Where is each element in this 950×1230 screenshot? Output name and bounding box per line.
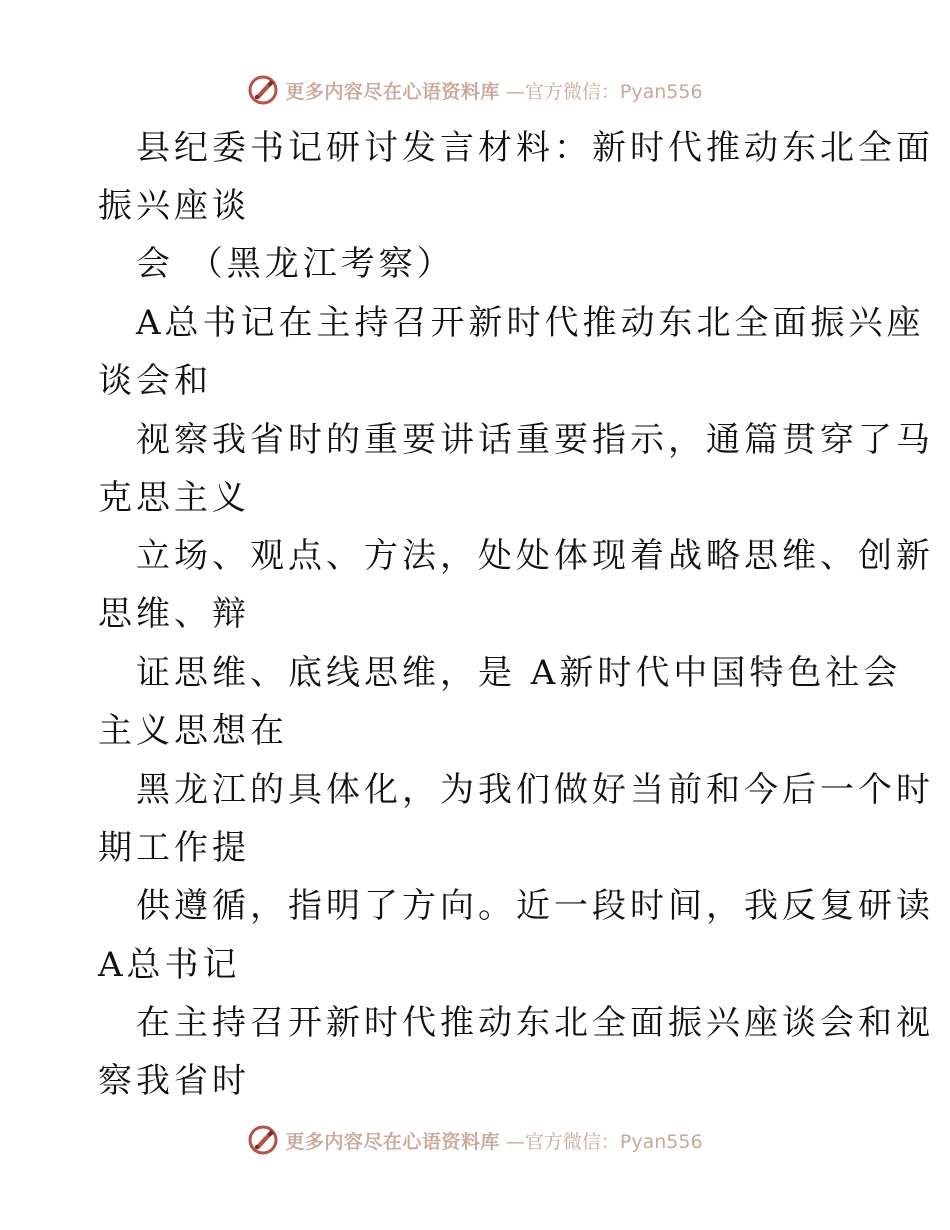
text-line: A总书记在主持召开新时代推动东北全面振兴座 [136, 303, 925, 343]
text-line: 供遵循，指明了方向。近一段时间，我反复研读 [136, 886, 934, 926]
footer-watermark [0, 1122, 950, 1158]
text-line: 振兴座谈 [98, 186, 250, 226]
watermark-text: 更多内容尽在心语资料库 [285, 80, 500, 103]
text-line: 谈会和 [98, 361, 212, 401]
watermark-contact: —官方微信：Pyan556 [505, 80, 703, 103]
header-watermark [0, 72, 950, 108]
brush-logo-icon [247, 1124, 279, 1156]
text-line: 证思维、底线思维，是 A新时代中国特色社会 [136, 653, 902, 693]
text-line: 察我省时 [98, 1061, 250, 1101]
text-line: 期工作提 [98, 828, 250, 868]
text-line: 县纪委书记研讨发言材料：新时代推动东北全面 [136, 128, 934, 168]
text-line: 视察我省时的重要讲话重要指示，通篇贯穿了马 [136, 420, 934, 460]
text-line: 克思主义 [98, 478, 250, 518]
text-line: 立场、观点、方法，处处体现着战略思维、创新 [136, 536, 934, 576]
text-line: 黑龙江的具体化，为我们做好当前和今后一个时 [136, 770, 934, 810]
text-line: 会 （黑龙江考察） [136, 244, 455, 284]
watermark-contact: —官方微信：Pyan556 [505, 1130, 703, 1153]
watermark-text: 更多内容尽在心语资料库 [285, 1130, 500, 1153]
text-line: 在主持召开新时代推动东北全面振兴座谈会和视 [136, 1003, 934, 1043]
text-line: 主义思想在 [98, 711, 288, 751]
brush-logo-icon [247, 74, 279, 106]
text-line: A总书记 [98, 945, 241, 985]
text-line: 思维、辩 [98, 594, 250, 634]
